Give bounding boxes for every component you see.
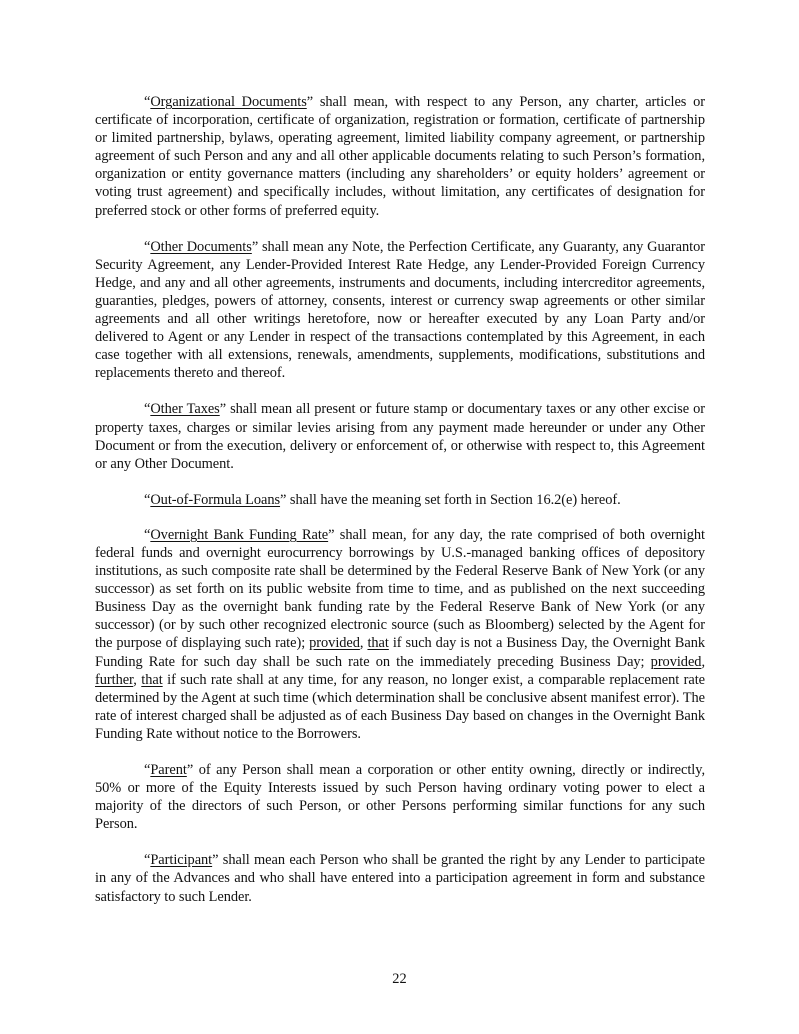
defined-term: Other Taxes xyxy=(150,401,220,418)
defined-term: Participant xyxy=(150,852,213,869)
proviso-term: provided xyxy=(309,635,360,652)
definition-organizational-documents xyxy=(95,93,705,220)
separator-text: , xyxy=(359,635,368,652)
definition-out-of-formula-loans xyxy=(95,491,705,509)
definition-text: if such rate shall at any time, for any reason, no longer exist, a comparable replacement rate determined by the Agent at such time (which determination shall be conclusive absent manifest error). The rate of interest charged shall be adjusted as of each Business Day based on changes in the Overnight Bank Funding Rate without notice to the Borrowers. xyxy=(95,671,705,742)
proviso-term: further xyxy=(95,671,134,688)
definition-text: ” shall mean, with respect to any Person, any charter, articles or certificate of incorporation, certificate of organization, registration or formation, certificate of partnership or limited partnership, bylaws, operating agreement, limited liability company agreement, or partnership agreement of such Person and any and all other applicable documents relating to such Person’s formation, organization or entity governance matters (including any shareholders’ or equity holders’ agreement or voting trust agreement) and specifically includes, without limitation, any certificates of designation for preferred stock or other forms of preferred equity. xyxy=(95,94,705,219)
separator-text: , xyxy=(133,671,142,688)
definition-text: ” shall mean all present or future stamp or documentary taxes or any other excise or property taxes, charges or similar levies arising from any payment made hereunder or under any Other Document or from the execution, delivery or enforcement of, or otherwise with respect to, this Agreement or any Other Document. xyxy=(95,401,705,472)
proviso-term: provided xyxy=(650,653,702,670)
defined-term: Out-of-Formula Loans xyxy=(150,491,281,508)
proviso-term: that xyxy=(367,635,389,652)
defined-term: Organizational Documents xyxy=(150,94,307,110)
definition-parent xyxy=(95,761,705,833)
definition-participant xyxy=(95,851,705,905)
definition-text: ” shall mean, for any day, the rate comprised of both overnight federal funds and overnight eurocurrency borrowings by U.S.-managed banking offices of depository institutions, as such composite rate shall be determined by the Federal Reserve Bank of New York (or any successor) as set forth on its public website from time to time, and as published on the next succeeding Business Day as the overnight bank funding rate by the Federal Reserve Bank of New York (or any successor) (or by such other recognized electronic source (such as Bloomberg) selected by the Agent for the purpose of displaying such rate); xyxy=(95,526,705,652)
page-number: 22 xyxy=(392,971,407,987)
document-page xyxy=(95,93,705,924)
definition-text: ” shall mean each Person who shall be granted the right by any Lender to participate in any of the Advances and who shall have entered into a participation agreement in form and substance satisfactory to such Lender. xyxy=(95,852,705,905)
open-quote: “ xyxy=(144,401,151,418)
defined-term: Other Documents xyxy=(150,238,252,255)
definition-text: if such day is not a Business Day, the Overnight Bank Funding Rate for such day shall be such rate on the immediately preceding Business Day; xyxy=(95,635,705,670)
definition-text: ” shall have the meaning set forth in Section 16.2(e) hereof. xyxy=(280,491,621,508)
definition-other-taxes xyxy=(95,400,705,472)
open-quote: “ xyxy=(144,94,151,110)
defined-term: Parent xyxy=(150,762,187,778)
definition-other-documents xyxy=(95,238,705,383)
proviso-term: that xyxy=(141,671,163,688)
separator-text: , xyxy=(701,653,705,670)
definition-text: ” of any Person shall mean a corporation or other entity owning, directly or indirectly, 50% or more of the Equity Interests issued by such Person having ordinary voting power to elect a majority of the directors of such Person, or other Persons performing similar functions for any such Person. xyxy=(95,762,705,833)
open-quote: “ xyxy=(144,238,151,255)
open-quote: “ xyxy=(144,526,151,543)
open-quote: “ xyxy=(144,762,151,778)
open-quote: “ xyxy=(144,491,151,508)
defined-term: Overnight Bank Funding Rate xyxy=(150,526,329,543)
open-quote: “ xyxy=(144,852,151,869)
definition-text: ” shall mean any Note, the Perfection Certificate, any Guaranty, any Guarantor Security Agreement, any Lender-Provided Interest Rate Hedge, any Lender-Provided Foreign Currency Hedge, and any and all other agreements, instruments and documents, including intercreditor agreements, guaranties, pledges, powers of attorney, consents, interest or currency swap agreements or other similar agreements and all other writings heretofore, now or hereafter executed by any Loan Party and/or delivered to Agent or any Lender in respect of the transactions contemplated by this Agreement, in each case together with all extensions, renewals, amendments, supplements, modifications, substitutions and replacements thereto and thereof. xyxy=(95,238,705,382)
definition-overnight-bank-funding-rate xyxy=(95,526,705,743)
